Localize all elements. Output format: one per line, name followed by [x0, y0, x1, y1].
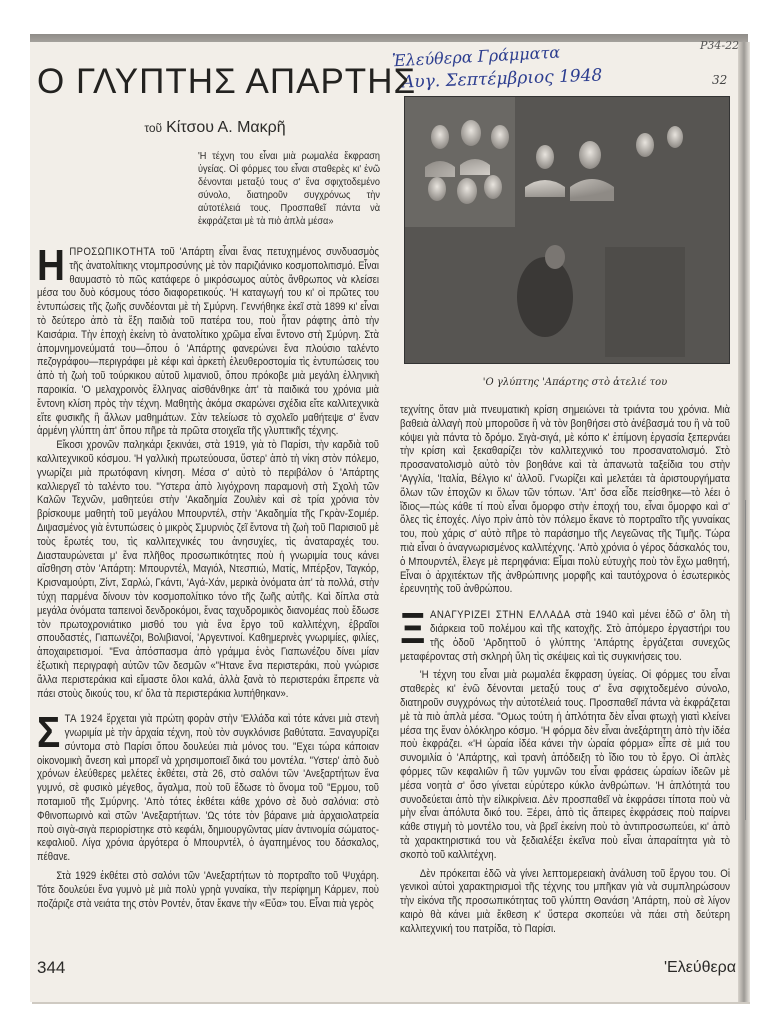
handwritten-publication: Ἐλεύθερα Γράμματα [391, 42, 561, 71]
drop-cap: Η [37, 241, 65, 290]
paragraph [37, 708, 380, 865]
paragraph: Δὲν πρόκειται ἐδῶ νὰ γίνει λεπτομερειακὴ ἀνάλυση τοῦ ἔργου του. Οἱ γενικοὶ αὐτοὶ χαρακτηρισμοὶ τῆς τέχνης του μπῆκαν γιὰ νὰ συμπληρώσουν τὴν εἰκόνα τῆς προσωπικότητας τοῦ γλύπτη Θανάση 'Απάρτη, ποὺ σὲ λίγον καιρὸ θὰ κάνει μιὰ ἔκθεση κ' ὕστερα σκοπεύει νὰ πάει στὴ δεύτερη καλλιτεχνική του πατρίδα, τὸ Παρίσι. [400, 867, 730, 935]
paragraph: τεχνίτης ὅταν μιὰ πνευματικὴ κρίση σημειώνει τὰ τριάντα του χρόνια. Μιὰ βαθειὰ ἀλλαγὴ ποὺ μποροῦσε ἢ νὰ τὸν βοηθήσει στὸ ἀνέβασμά του ἢ νὰ τοῦ κόψει γιὰ πάντα τὸ δρόμο. Σιγὰ-σιγά, μὲ κόπο κ' ἐπίμονη ἐργασία ξεπερνάει τὴν κρίση καὶ ξεκαθαρίζει τὸν καλλιτεχνικό του προσανατολισμό. Στὸ προσανατολισμὸ αὐτὸ τὸν βοηθάνε καὶ τὰ ἀπανωτὰ ταξείδια του στὴν 'Αγγλία, 'Ιταλία, Βέλγιο κι' ἀλλοῦ. Γνωρίζει καὶ μελετάει τὰ ἀριστουργήματα ὅλων τῶν ἐποχῶν κι ὅλων τῶν τόπων. 'Απ' ὅσα εἶδε πείσθηκε—τὸ λέει ὁ ἴδιος—πὼς κάθε τί ποὺ εἶναι ὄμορφο στὴν ἐποχή του, εἶναι ὄμορφο καὶ σ' ὅλες τὶς ἐποχές. Λίγο πρὶν ἀπὸ τὸν πόλεμο ἔκανε τὸ πορτραῖτο τῆς γυναίκας του, ποὺ χάρις σ' αὐτὸ πῆρε τὸ παράσημο τῆς Λεγεῶνας τῆς Τιμῆς. Τώρα πιὰ εἶναι ὁ ἀναγνωρισμένος καλλιτέχνης. 'Απὸ χρόνια ὁ γέρος δάσκαλός του, ὁ Μπουρντέλ, ἔλεγε μὲ περηφάνια: Εἶμαι πολὺ εὐτυχὴς ποὺ τὸν ἔχω μαθητή, Εἶναι ὁ ἀρχιτέκτων τῆς ἀνθρώπινης μορφῆς καὶ ταυτόχρονα ὁ ἐσωτερικὸς ἐρευνητὴς τοῦ ἀνθρώπου. [400, 404, 730, 596]
fold-line [745, 500, 746, 820]
byline-prefix: τοῦ [144, 121, 163, 135]
handwritten-number: 32 [712, 73, 728, 87]
photo-caption: 'Ο γλύπτης 'Απάρτης στὸ ἀτελιέ του [482, 377, 668, 388]
byline [110, 118, 320, 138]
lead-in: ΤΑ 1924 [64, 713, 104, 726]
article-title: Ο ΓΛΥΠΤΗΣ ΑΠΑΡΤΗΣ [37, 62, 417, 101]
paragraph: Στὰ 1929 ἐκθέτει στὸ σαλόνι τῶν 'Ανεξαρτήτων τὸ πορτραῖτο τοῦ Ψυχάρη. Τότε δουλεύει ἕνα γυμνὸ μὲ μιὰ πολὺ γρηὰ γυναίκα, τὴν περίφημη Κάρμεν, ποὺ ποζάριζε στὰ νειάτα της στὸν Ροντέν, ὅταν ἔκανε τὴν «Εὔα» του. Εἶναι πιὰ γερὸς [37, 870, 379, 910]
handwritten-date: Αυγ. Σεπτέμβριος 1948 [401, 65, 603, 93]
author-name: Κίτσου Α. Μακρῆ [166, 119, 286, 136]
paragraph [37, 241, 379, 439]
archive-reference: Ρ34-22 [700, 39, 740, 52]
article-column-right [400, 404, 730, 936]
paragraph-text: στὰ 1940 καὶ μένει ἐδῶ σ' ὅλη τὴ διάρκεια τοῦ πολέμου καὶ τῆς κατοχῆς. Στὸ ἀπόμερο ἐργαστήρι του τῆς ὁδοῦ 'Αρδηττοῦ ὁ γλύπτης 'Απάρτης ἐργάζεται συνεχῶς μεταφέροντας στὴ σκληρὴ ὕλη τὶς σκέψεις καὶ τὶς συγκινήσεις του. [400, 609, 730, 663]
page-number: 344 [37, 958, 66, 977]
lead-in: ΑΝΑΓΥΡΙΖΕΙ ΣΤΗΝ ΕΛΛΑΔΑ [429, 609, 571, 622]
sculptor-studio-photo [404, 96, 730, 364]
scan-right-edge [738, 42, 750, 1002]
paragraph [400, 604, 730, 664]
article-column-left [37, 241, 380, 911]
paragraph: Εἴκοσι χρονῶν παληκάρι ξεκινάει, στὰ 1919, γιὰ τὸ Παρίσι, τὴν καρδιὰ τοῦ καλλιτεχνικοῦ κόσμου. 'Η γαλλικὴ πρωτεύουσα, ὕστερ' ἀπὸ τὴ νίκη στὸν πόλεμο, γνωρίζει μιὰ πρωτόφανη κίνηση. Μέσα σ' αὐτὸ τὸ περιβάλον ὁ 'Απάρτης καλλιεργεῖ τὸ ταλέντο του. "Υστερα ἀπὸ λιγόχρονη παραμονὴ στὴ Σχολὴ τῶν Καλῶν Τεχνῶν, μαθητεύει στὴν 'Ακαδημία Ζουλιὲν καὶ σὲ τρία χρόνια τὸν βρίσκουμε μαθητὴ τοῦ μεγάλου Μπουρντέλ, στὴν 'Ακαδημία τῆς Γκρὰν-Σομιέρ. Διψασμένος γιὰ ἐντυπώσεις ὁ μικρὸς Σμυρνιὸς ζεῖ ἔντονα τὴ ζωὴ τοῦ Παρισιοῦ μὲ τοὺς ἔρωτές του, τὶς καλλιτεχνικές του ἀνησυχίες, τὶς ἀναταραχές του. Διασταυρώνεται μ' ἕνα πλῆθος προσωπικότητες ποὺ ἡ γνωριμία τους κάνει αἴσθηση στὸν 'Απάρτη: Μπουρντέλ, Μαγιόλ, Ντεσπιώ, Ματίς, Μπέρξον, Ταγκόρ, Κρισναμούρτι, Ζίντ, Σαρλώ, Γκάντι, 'Αγά-Χάν, μερικὰ ὀνόματα ἀπ' τὰ πολλά, στὴν τύχη παρμένα δίνουν τὸν κοσμοπολίτικο τόνο τῆς ζωῆς αὐτῆς. Καὶ δίπλα στὰ μεγάλα ὀνόματα ταπεινοὶ δενδροκόμοι, ἕνας ταχυδρομικὸς διανομέας ποὺ ἔδωσε τὸν πρωτοχρονιάτικο μισθό του γιὰ ἕνα ἔργο τοῦ καλλιτέχνη, ἑβραῖοι σπουδαστές, Γιαπωνέζοι, Βολιβιανοί, 'Αργεντινοί. Καθημερινὲς γνωριμίες, φιλίες, ἀποχαιρετισμοί. "Ενα ἀπόσπασμα ἀπὸ γράμμα ἑνὸς Γιαπωνέζου δίνει μίαν ἐξωτικὴ περιγραφὴ αὐτῶν τῶν δεσμῶν «"Ητανε ἕνα περιστεράκι, ποὺ γνώρισε ἄλλα περιστεράκια καὶ εἴμαστε ὅλοι καλά, ἀλλὰ ξανὰ τὸ περιστεράκι ἔπρεπε νὰ πάει στοὺς δικούς του, κι' ὅλα τὰ περιστεράκια λυπήθηκαν». [37, 439, 379, 700]
paragraph-text: ἔρχεται γιὰ πρώτη φορὰν στὴν 'Ελλάδα καὶ τότε κάνει μιὰ στενὴ γνωριμία μὲ τὴν ἀρχαία τέχνη, ποὺ τὸν συγκλόνισε βαθύτατα. Ξαναγυρίζει σύντομα στὸ Παρίσι ὅπου δουλεύει πιὰ μόνος του. "Εχει τώρα κάποιαν οἰκονομικὴ ἄνεση καὶ μπορεῖ νὰ χρησιμοποιεῖ δικά του μοντέλα. "Υστερ' ἀπὸ δυὸ χρόνων ἐλεύθερες μελέτες ἐκθέτει, στὰ 26, στὸ σαλόνι τῶν 'Ανεξαρτήτων ἕνα γυμνό, σὲ φυσικὸ μέγεθος, ἄγαλμα, ποὺ τοῦ ἔδωσε τὸ ὄνομα τοῦ "Ερμου, τοῦ ποταμιοῦ τῆς Σμύρνης. 'Απὸ τότες ἐκθέτει κάθε χρόνο σὲ δυὸ σαλόνια: στὸ Φθινοπωρινὸ καὶ στῶν 'Ανεξαρτήτων. 'Ως τότε τὸν βάραινε μιὰ ἀρχαιολατρεία ποὺ σιγὰ-σιγὰ περιορίστηκε στὸ κεφάλι, δημιουργῶντας μίαν ἀντινομία σώματος-κεφαλιοῦ. Λίγα χρόνια ἀργότερα ὁ Μπουρντέλ, ὁ ἀγαπημένος του δάσκαλος, πέθανε. [37, 713, 380, 864]
magazine-name: 'Ελεύθερα [664, 959, 736, 976]
pull-quote: 'Η τέχνη του εἶναι μιὰ ρωμαλέα ἔκφραση ὑγείας. Οἱ φόρμες του εἶναι σταθερὲς κι' ἐνῶ δένονται μεταξύ τους σ' ἕνα σφιχτοδεμένο σύνολο, διατηροῦν συγχρόνως τὴν αὐτοτέλειά τους. Προσπαθεῖ πάντα νὰ ἐκφράζεται μὲ τὰ πιὸ ἁπλὰ μέσα» [198, 151, 380, 227]
paragraph: 'Η τέχνη του εἶναι μιὰ ρωμαλέα ἔκφραση ὑγείας. Οἱ φόρμες του εἶναι σταθερὲς κι' ἐνῶ δένονται μεταξύ τους σ' ἕνα σφιχτοδεμένο σύνολο, διατηροῦν συγχρόνως τὴν αὐτοτέλειά τους. Προσπαθεῖ πάντα νὰ ἐκφράζεται μὲ τὰ πιὸ ἁπλὰ μέσα. "Ομως τούτη ἡ ἁπλότητα δὲν εἶναι φτωχὴ γιατὶ κλείνει μέσα της ἕναν ὁλόκληρο κόσμο. 'Η φόρμα δὲν εἶναι ἀνεξάρτητη ἀπὸ τὴν ἰδέα ποὺ ἐκφράζει. «'Η ὡραία ἰδέα κάνει τὴν ὡραία φόρμα» εἶπε σὲ μιά του συνομιλία ὁ 'Απάρτης, καὶ τρανὴ ἀπόδειξη τὸ ἴδιο του τὸ ἔργο. Οἱ ἁπλὲς φόρμες τῶν κεφαλιῶν ἢ τῶν γυμνῶν του εἶναι φράσεις ὡραίων ἰδεῶν μὲ μέσα νοητὰ σ' ὅσο γίνεται εὐρύτερο κύκλο ἀνθρώπων. 'Η ἁπλότητά του συνοδεύεται ἀπὸ τὴν εἰλικρίνεια. Δὲν προσπαθεῖ νὰ ἐκφράσει τίποτα ποὺ νὰ μὴν εἶναι ἀπόλυτα δικό του. Ξέρει, ἀπὸ τὶς ἄπειρες ἐκφράσεις ποὺ παίρνει κάθε στιγμὴ τὸ μοντέλο του, νὰ βρεῖ ἐκείνη ποὺ τὸ ἀντιπροσωπεύει, κι' ἀπὸ τὰ χαρακτηριστικά του νὰ ξεδιαλέξει ἐκεῖνα ποὺ εἶναι ἀπαραίτητα γιὰ τὸ σκοπὸ τοῦ καλλιτέχνη. [400, 669, 730, 861]
drop-cap: Ξ [400, 604, 426, 654]
drop-cap: Σ [37, 708, 61, 758]
paragraph-text: τοῦ 'Απάρτη εἶναι ἕνας πετυχημένος συνδυασμὸς τῆς ἀνατολίτικης ντομπροσύνης μὲ τὸν παριζιάνικο κοσμοπολιτισμό. Εἶναι θαυμαστὸ τὸ πῶς κατάφερε ὁ μικρόσωμος αὐτὸς ἄνθρωπος νὰ κλείσει μέσα του δυὸ κόσμους τόσο διαφορετικούς. 'Η καταγωγή του κι' οἱ πρῶτες του ἐντυπώσεις τῆς ζωῆς συνδέονται μὲ τὴ Σμύρνη. Γεννήθηκε ἐκεῖ στὰ 1899 κι' εἶναι τὸ δεύτερο ἀπὸ τὰ ἔξη παιδιὰ τοῦ πατέρα του, ποὺ ἦταν ράφτης ἀπὸ τὴν Καισάρια. Τὴν ἐποχὴ ἐκείνη τὸ ἀνατολίτικο χρῶμα εἶναι ἔντονο στὴ Σμύρνη. Στὰ ἀπομνημονεύματά του—ὅπου ὁ 'Απάρτης φανερώνει ἕνα πλούσιο ταλέντο πεζογράφου—περιγράφει μὲ κέφι καὶ ἀρκετὴ ἐλευθεροστομία τὶς ἐντυπώσεις του ἀπὸ τὴ ζωὴ τοῦ τούρκικου αὐτοῦ λιμανιοῦ, ὅπου πρόκοβε μιὰ μεγάλη ἑλληνικὴ παροικία. 'Ο μελαχροινὸς ἕλληνας αἰσθάνθηκε ἀπ' τὰ παιδικά του χρόνια μιὰ ἔντονη κλίση πρὸς τὴν τέχνη. Μαθητὴς ἀκόμα σκαρώνει σχέδια εἴτε καλλιτεχνικὰ εἴτε φυσικῆς ἢ ἄλλων μαθημάτων. Σὰν τελείωσε τὸ σχολεῖο μαθήτεψε σ' ἕναν ἀρμένη γλύπτη ἀπ' ὅπου πῆρε τὰ πρῶτα στοιχεῖα τῆς γλυπτικῆς τέχνης. [37, 246, 379, 438]
lead-in: ΠΡΟΣΩΠΙΚΟΤΗΤΑ [69, 246, 156, 258]
